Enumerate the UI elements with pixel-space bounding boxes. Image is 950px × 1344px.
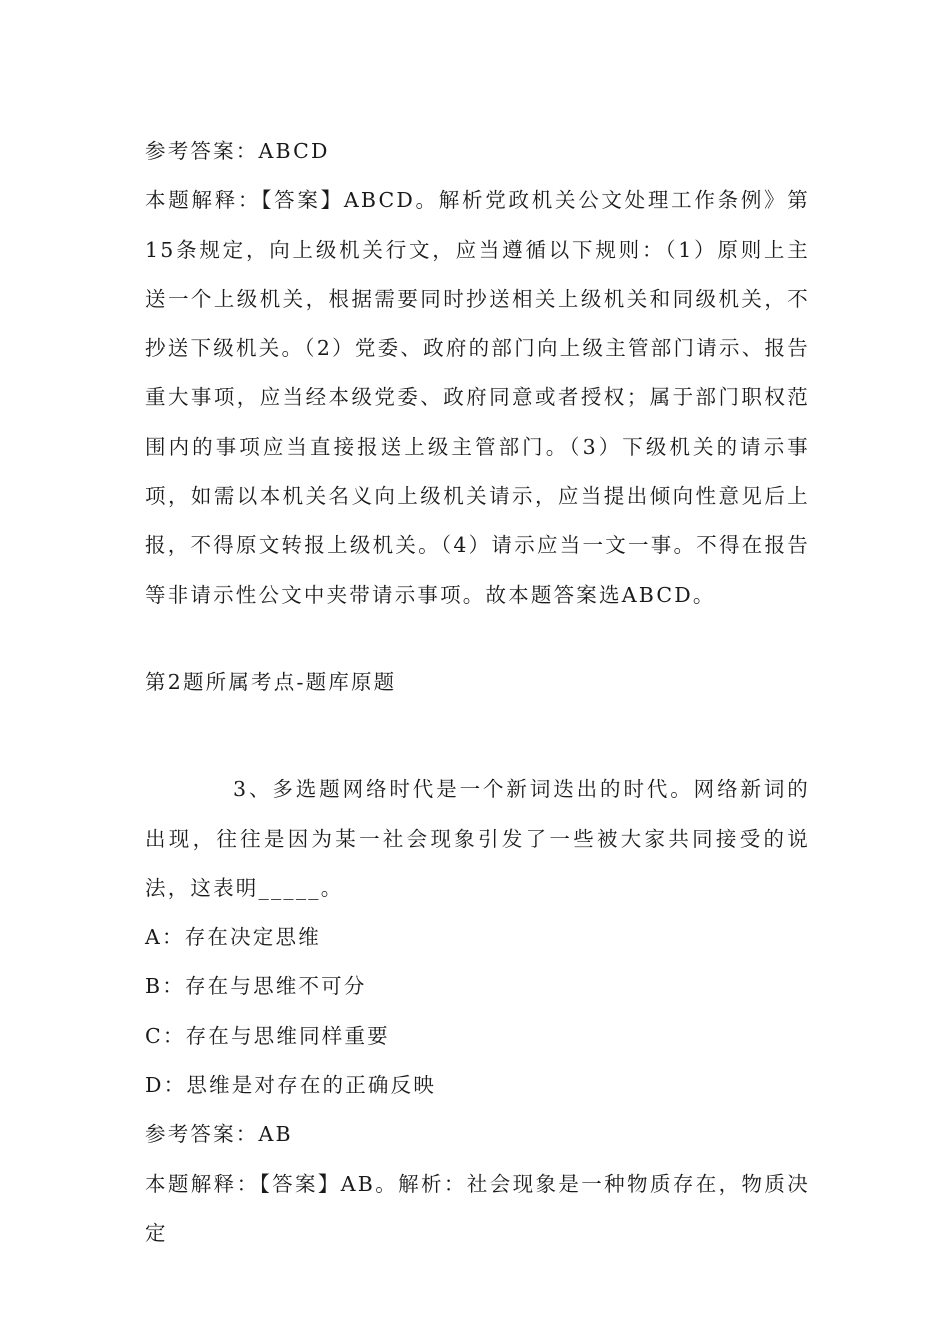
spacer (145, 707, 810, 765)
q3-option-d: D：思维是对存在的正确反映 (145, 1073, 437, 1098)
q3-option-b: B：存在与思维不可分 (145, 974, 367, 999)
q3-option-c: C：存在与思维同样重要 (145, 1023, 390, 1048)
q2-analysis: 本题解释：【答案】ABCD。解析党政机关公文处理工作条例》第15条规定，向上级机关行文，应当遵循以下规则：（1）原则上主送一个上级机关，根据需要同时抄送相关上级机关和同级机关，不抄送下级机关。（2）党委、政府的部门向上级主管部门请示、报告重大事项，应当经本级党委、政府同意或者授权；属于部门职权范围内的事项应当直接报送上级主管部门。（3）下级机关的请示事项，如需以本机关名义向上级机关请示，应当提出倾向性意见后上报，不得原文转报上级机关。（4）请示应当一文一事。不得在报告等非请示性公文中夹带请示事项。故本题答案选ABCD。 (145, 188, 810, 607)
q2-answer: 参考答案：ABCD (145, 139, 330, 163)
q3-question: 3、多选题网络时代是一个新词迭出的时代。网络新词的出现，往往是因为某一社会现象引发了一些被大家共同接受的说法，这表明_____。 (145, 777, 810, 900)
document-page (145, 127, 810, 1258)
q2-topic: 第2题所属考点-题库原题 (145, 669, 397, 694)
spacer (145, 620, 810, 658)
q3-answer: 参考答案：AB (145, 1122, 293, 1147)
q3-analysis: 本题解释：【答案】AB。解析：社会现象是一种物质存在，物质决定 (145, 1171, 810, 1245)
q3-option-a: A：存在决定思维 (145, 925, 321, 950)
